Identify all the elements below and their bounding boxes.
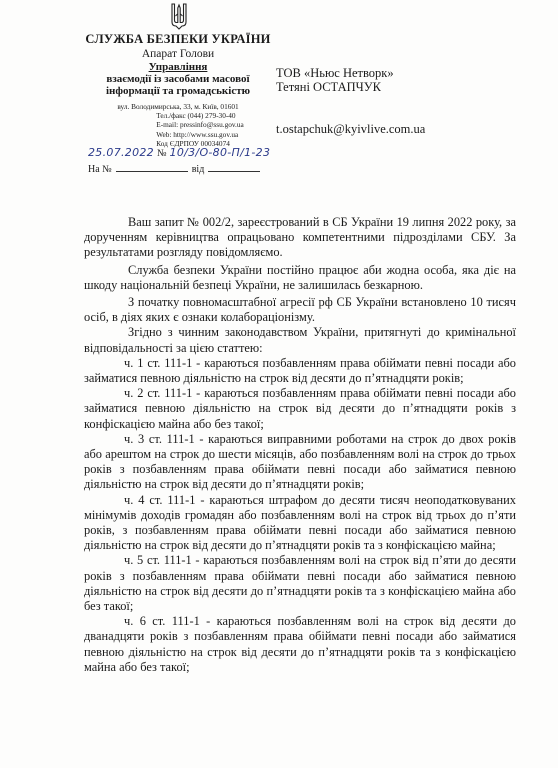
outgoing-number-row [88,146,271,159]
contact-address: вул. Володимирська, 33, м. Київ, 01601 [117,102,239,111]
outgoing-date: 25.07.2022 [88,146,154,159]
paragraph-part-5: ч. 5 ст. 111-1 - караються позбавленням волі на строк від п’яти до десяти років з позбавленням права обіймати певні посади або займатися певною діяльністю на строк від десяти до п’ятнадцяти років та з конфіскацією майна або без такої; [84,553,516,614]
contact-block [78,102,278,148]
from-label: від [191,164,205,175]
department-line-1: Управління [148,61,208,73]
addressee-email: t.ostapchuk@kyivlive.com.ua [276,122,426,136]
department-line-2: взаємодії із засобами масової [106,73,250,85]
apparatus-name: Апарат Голови [141,48,215,60]
outgoing-number: 10/3/О-80-П/1-23 [169,146,271,159]
paragraph-part-3: ч. 3 ст. 111-1 - караються виправними роботами на строк до двох років або арештом на строк до шести місяців, або позбавленням волі на строк до трьох років з позбавленням права обіймати певні посади або займатися певною діяльністю на строк від десяти до п’ятнадцяти років; [84,431,516,492]
addressee-block [276,66,394,94]
paragraph-part-2: ч. 2 ст. 111-1 - караються позбавленням права обіймати певні посади або займатися певною діяльністю на строк від десяти до п’ятнадцяти років з конфіскацією майна або без такої; [84,386,516,431]
registration-block [88,146,271,175]
tryzub-icon [164,2,194,30]
number-label: № [156,148,167,159]
contact-web: Web: http://www.ssu.gov.ua [156,129,239,139]
on-number-blank [116,162,188,172]
paragraph-part-4: ч. 4 ст. 111-1 - караються штрафом до десяти тисяч неоподатковуваних мінімумів доходів громадян або позбавленням волі на строк від трьох до п’яти років, з позбавленням права обіймати певні посади або займатися певною діяльністю на строк від десяти до п’ятнадцяти років та з конфіскацією майна; [84,492,516,553]
department-line-3: інформації та громадськістю [105,85,251,97]
org-name: СЛУЖБА БЕЗПЕКИ УКРАЇНИ [85,32,271,46]
contact-phone: Тел./факс (044) 279-30-40 [156,111,236,121]
letter-body [84,215,516,675]
department-name [78,61,278,97]
contact-email: E-mail: pressinfo@ssu.gov.ua [156,120,244,130]
paragraph-part-1: ч. 1 ст. 111-1 - караються позбавленням права обіймати певні посади або займатися певною діяльністю на строк від десяти до п’ятнадцяти років; [84,355,516,386]
incoming-ref-row [88,162,268,175]
paragraph-statistics: З початку повномасштабної агресії рф СБ України встановлено 10 тисяч осіб, в діях яких є ознаки колабораціонізму. [84,295,516,325]
contact-edrpou: Код ЄДРПОУ 00034074 [156,138,230,148]
addressee-company: ТОВ «Ньюс Нетворк» [276,66,394,80]
paragraph-service: Служба безпеки України постійно працює аби жодна особа, яка діє на шкоду національній безпеці України, не залишилась безкарною. [84,262,516,292]
paragraph-request: Ваш запит № 002/2, зареєстрований в СБ України 19 липня 2022 року, за дорученням керівництва опрацьовано компетентними підрозділами СБУ. За результатами розгляду повідомляємо. [84,215,516,260]
addressee-person: Тетяні ОСТАПЧУК [276,80,381,94]
paragraph-law: Згідно з чинним законодавством України, притягнуті до кримінальної відповідальності за цією статтею: [84,325,516,355]
paragraph-part-6: ч. 6 ст. 111-1 - караються позбавленням волі на строк від десяти до дванадцяти років з позбавленням права обіймати певні посади або займатися певною діяльністю на строк від десяти до п’ятнадцяти років та з конфіскацією майна або без такої; [84,614,516,674]
from-date-blank [208,162,260,172]
letterhead [78,32,278,148]
on-number-label: На № [88,164,112,175]
